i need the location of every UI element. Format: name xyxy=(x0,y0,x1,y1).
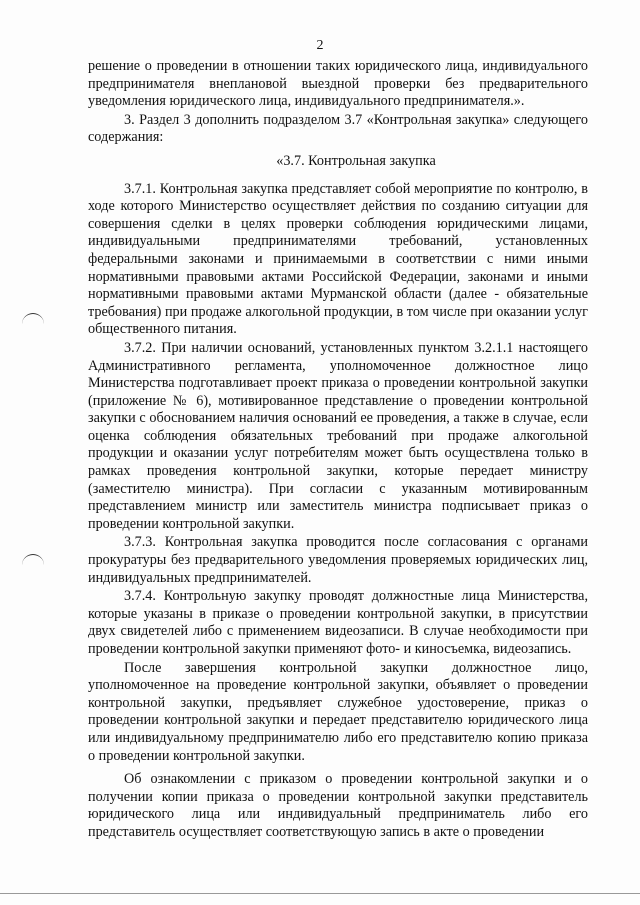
paragraph-3-7-2: 3.7.2. При наличии оснований, установленных пунктом 3.2.1.1 настоящего Административного регламента, уполномоченное должностное лицо Министерства подготавливает проект приказа о проведении контрольной закупки (приложение № 6), мотивированное представление о проведении контрольной закупки с обоснованием наличия оснований ее проведения, а также в случае, если оценка соблюдения обязательных требований при продаже алкогольной продукции и оказании услуг потребителям может быть осуществлена только в рамках проведения контрольной закупки, которые передает министру (заместителю министра). При согласии с указанным мотивированным представлением министр или заместитель министра подписывает приказ о проведении контрольной закупки. xyxy=(88,339,588,532)
document-body xyxy=(88,58,588,843)
paragraph-3-7-1: 3.7.1. Контрольная закупка представляет собой мероприятие по контролю, в ходе которого Министерство осуществляет действия по созданию ситуации для совершения сделки в целях проверки соблюдения юридическими лицами, индивидуальными предпринимателями требований, установленных федеральными законами и принимаемыми в соответствии с ними иными нормативными правовыми актами Российской Федерации, законами и иными нормативными правовыми актами Мурманской области (далее - обязательные требования) при продаже алкогольной продукции, в том числе при оказании услуг общественного питания. xyxy=(88,180,588,338)
paragraph-after-completion: После завершения контрольной закупки должностное лицо, уполномоченное на проведение контрольной закупки, объявляет о проведении контрольной закупки, предъявляет служебное удостоверение, приказ о проведении контрольной закупки и передает представителю юридического лица или индивидуальному предпринимателю либо его представителю копию приказа о проведении контрольной закупки. xyxy=(88,659,588,764)
section-heading: «3.7. Контрольная закупка xyxy=(276,152,436,169)
paragraph-section-amendment: 3. Раздел 3 дополнить подразделом 3.7 «Контрольная закупка» следующего содержания: xyxy=(88,111,588,146)
paragraph-3-7-3: 3.7.3. Контрольная закупка проводится после согласования с органами прокуратуры без предварительного уведомления проверяемых юридических лиц, индивидуальных предпринимателей. xyxy=(88,534,588,586)
paragraph-acknowledgement: Об ознакомлении с приказом о проведении контрольной закупки и о получении копии приказа о проведении контрольной закупки представитель юридического лица или индивидуальный предприниматель либо его представитель осуществляет соответствующую запись в акте о проведении xyxy=(88,771,588,840)
page-bottom-edge xyxy=(0,893,640,894)
paragraph-inspection-decision: решение о проведении в отношении таких юридического лица, индивидуального предпринимателя внеплановой выездной проверки без предварительного уведомления юридического лица, индивидуального предпринимателя.». xyxy=(88,58,588,110)
paragraph-3-7-4: 3.7.4. Контрольную закупку проводят должностные лица Министерства, которые указаны в приказе о проведении контрольной закупки, в присутствии двух свидетелей либо с применением видеозаписи. В случае необходимости при проведении контрольной закупки применяют фото- и киносъемка, видеозапись. xyxy=(88,588,588,657)
page-number: 2 xyxy=(316,38,324,53)
scan-punch-mark-upper xyxy=(22,313,44,326)
scan-punch-mark-lower xyxy=(22,554,44,567)
